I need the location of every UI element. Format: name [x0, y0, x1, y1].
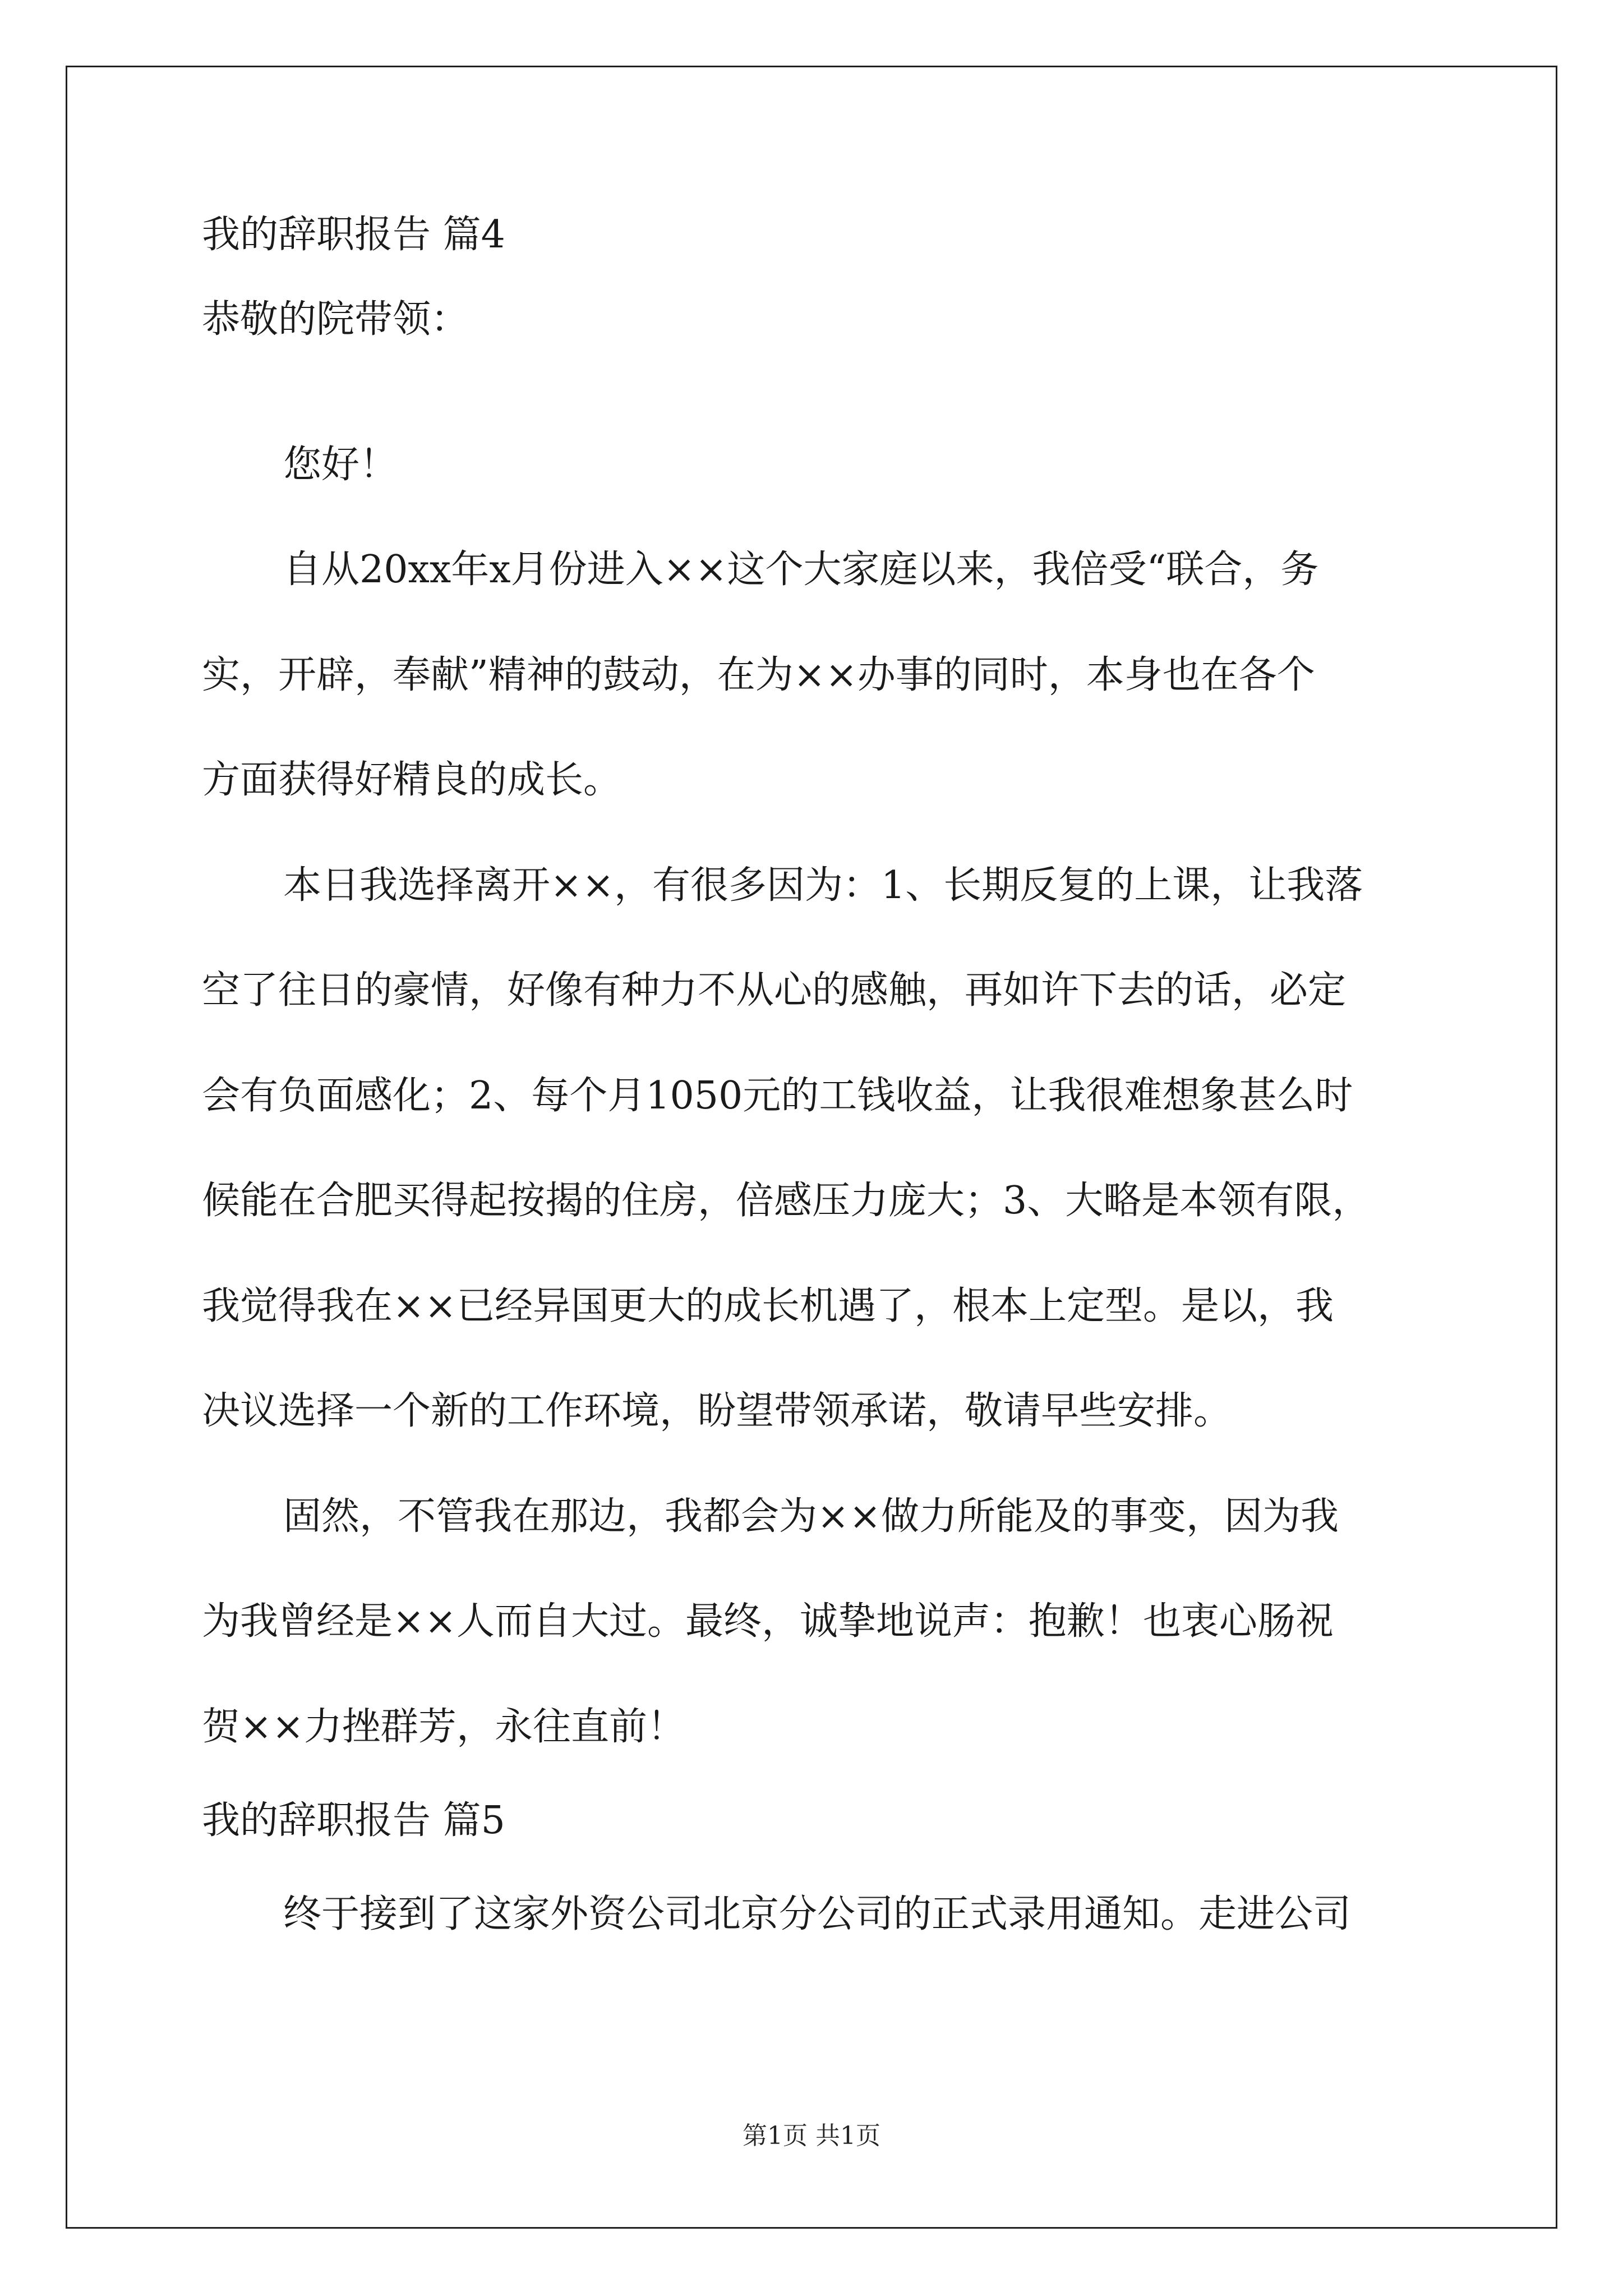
paragraph-line: 决议选择一个新的工作环境，盼望带领承诺，敬请早些安排。: [202, 1389, 1232, 1433]
paragraph-line: 候能在合肥买得起按揭的住房，倍感压力庞大；3、大略是本领有限，: [202, 1179, 1371, 1223]
paragraph-line: 自从20xx年x月份进入××这个大家庭以来，我倍受“联合，务: [283, 547, 1319, 592]
paragraph-line: 方面获得好精良的成长。: [202, 758, 622, 802]
paragraph-line: 我觉得我在××已经异国更大的成长机遇了，根本上定型。是以，我: [202, 1284, 1334, 1328]
section-heading: 我的辞职报告 篇4: [202, 213, 505, 257]
paragraph-line: 空了往日的豪情，好像有种力不从心的感触，再如许下去的话，必定: [202, 968, 1347, 1013]
paragraph-line: 为我曾经是××人而自大过。最终，诚挚地说声：抱歉！也衷心肠祝: [202, 1599, 1334, 1644]
salutation: 恭敬的院带领：: [202, 297, 469, 342]
paragraph-line: 终于接到了这家外资公司北京分公司的正式录用通知。走进公司: [283, 1892, 1352, 1936]
paragraph-line: 实，开辟，奉献”精神的鼓动，在为××办事的同时，本身也在各个: [202, 653, 1315, 697]
section-heading: 我的辞职报告 篇5: [202, 1798, 505, 1843]
paragraph-line: 贺××力挫群芳，永往直前！: [202, 1705, 685, 1749]
page-footer: 第1页 共1页: [743, 2122, 880, 2150]
paragraph-line: 会有负面感化；2、每个月1050元的工钱收益，让我很难想象甚么时: [202, 1074, 1353, 1118]
paragraph-line: 本日我选择离开××，有很多因为：1、长期反复的上课，让我落: [283, 863, 1363, 908]
paragraph-line: 固然，不管我在那边，我都会为××做力所能及的事变，因为我: [283, 1494, 1339, 1539]
greeting: 您好！: [283, 443, 398, 487]
